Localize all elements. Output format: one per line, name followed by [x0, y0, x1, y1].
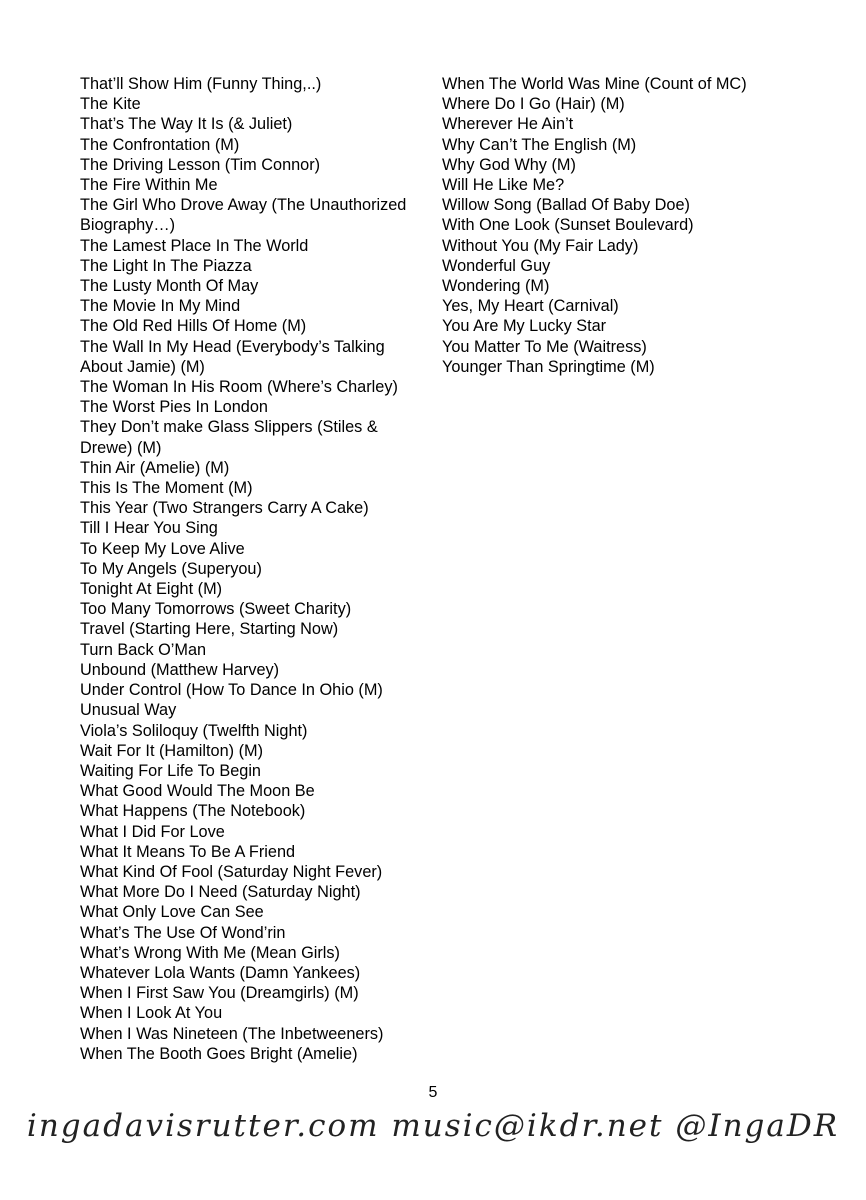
song-title: Willow Song (Ballad Of Baby Doe)	[442, 196, 690, 215]
song-title: What Kind Of Fool (Saturday Night Fever)	[80, 862, 383, 881]
song-title: The Light In The Piazza	[80, 256, 252, 275]
song-title: When The Booth Goes Bright (Amelie)	[80, 1044, 358, 1063]
page-number: 5	[428, 1084, 438, 1101]
song-title: The Kite	[80, 95, 141, 114]
song-title: The Movie In My Mind	[80, 297, 241, 316]
song-title: Whatever Lola Wants (Damn Yankees)	[80, 963, 361, 982]
song-title: What Only Love Can See	[80, 903, 264, 922]
song-title: Unusual Way	[80, 701, 177, 720]
song-title: To My Angels (Superyou)	[80, 559, 262, 578]
song-title: What I Did For Love	[80, 822, 225, 841]
song-title: Why Can’t The English (M)	[442, 135, 637, 154]
song-title: The Lusty Month Of May	[80, 277, 259, 296]
song-title: Wherever He Ain’t	[442, 115, 574, 134]
footer-contact-signature: ingadavisrutter.com music@ikdr.net @IngaDR	[26, 1108, 840, 1144]
song-list-left-column	[80, 74, 420, 1064]
song-title: Tonight At Eight (M)	[80, 580, 223, 599]
song-title: The Old Red Hills Of Home (M)	[80, 317, 307, 336]
song-title: Under Control (How To Dance In Ohio (M)	[80, 681, 383, 700]
song-list-right-column	[442, 74, 822, 377]
song-title: Too Many Tomorrows (Sweet Charity)	[80, 600, 352, 619]
song-title: When I First Saw You (Dreamgirls) (M)	[80, 984, 359, 1003]
song-title: That’s The Way It Is (& Juliet)	[80, 115, 293, 134]
song-title: To Keep My Love Alive	[80, 539, 245, 558]
song-title: Wondering (M)	[442, 277, 550, 296]
song-title: What It Means To Be A Friend	[80, 842, 296, 861]
song-title: Will He Like Me?	[442, 176, 565, 195]
song-title: The Fire Within Me	[80, 176, 218, 195]
song-title: When I Look At You	[80, 1004, 223, 1023]
song-title: What Good Would The Moon Be	[80, 782, 315, 801]
song-title: Younger Than Springtime (M)	[442, 357, 655, 376]
song-title: Thin Air (Amelie) (M)	[80, 458, 230, 477]
song-title: The Confrontation (M)	[80, 135, 240, 154]
song-title: The Lamest Place In The World	[80, 236, 309, 255]
song-title: When The World Was Mine (Count of MC)	[442, 75, 747, 93]
song-title: With One Look (Sunset Boulevard)	[442, 216, 694, 235]
song-title: What Happens (The Notebook)	[80, 802, 306, 821]
song-title: When I Was Nineteen (The Inbetweeners)	[80, 1024, 384, 1043]
song-title: What’s The Use Of Wond’rin	[80, 923, 286, 942]
song-title: Without You (My Fair Lady)	[442, 236, 639, 255]
song-title: Where Do I Go (Hair) (M)	[442, 95, 625, 114]
song-title: The Worst Pies In London	[80, 398, 268, 417]
song-title: Yes, My Heart (Carnival)	[442, 297, 619, 316]
song-title: The Woman In His Room (Where’s Charley)	[80, 378, 398, 397]
song-title: The Driving Lesson (Tim Connor)	[80, 155, 321, 174]
song-title: What’s Wrong With Me (Mean Girls)	[80, 943, 340, 962]
song-title: The Wall In My Head (Everybody’s Talking About Jamie) (M)	[80, 337, 385, 376]
song-title: Turn Back O’Man	[80, 640, 207, 659]
song-title: Viola’s Soliloquy (Twelfth Night)	[80, 721, 308, 740]
song-title: Why God Why (M)	[442, 155, 576, 174]
song-title: You Matter To Me (Waitress)	[442, 337, 647, 356]
song-title: Wait For It (Hamilton) (M)	[80, 741, 264, 760]
song-title: That’ll Show Him (Funny Thing,..)	[80, 75, 322, 93]
song-title: Wonderful Guy	[442, 256, 551, 275]
song-title: What More Do I Need (Saturday Night)	[80, 883, 361, 902]
song-title: The Girl Who Drove Away (The Unauthorized Biography…)	[80, 196, 407, 235]
song-title: They Don’t make Glass Slippers (Stiles & Drewe) (M)	[80, 418, 378, 457]
song-title: This Is The Moment (M)	[80, 479, 253, 498]
song-title: Till I Hear You Sing	[80, 519, 218, 538]
song-title: Unbound (Matthew Harvey)	[80, 660, 280, 679]
song-title: You Are My Lucky Star	[442, 317, 607, 336]
song-title: Waiting For Life To Begin	[80, 761, 261, 780]
song-title: This Year (Two Strangers Carry A Cake)	[80, 499, 369, 518]
song-title: Travel (Starting Here, Starting Now)	[80, 620, 339, 639]
